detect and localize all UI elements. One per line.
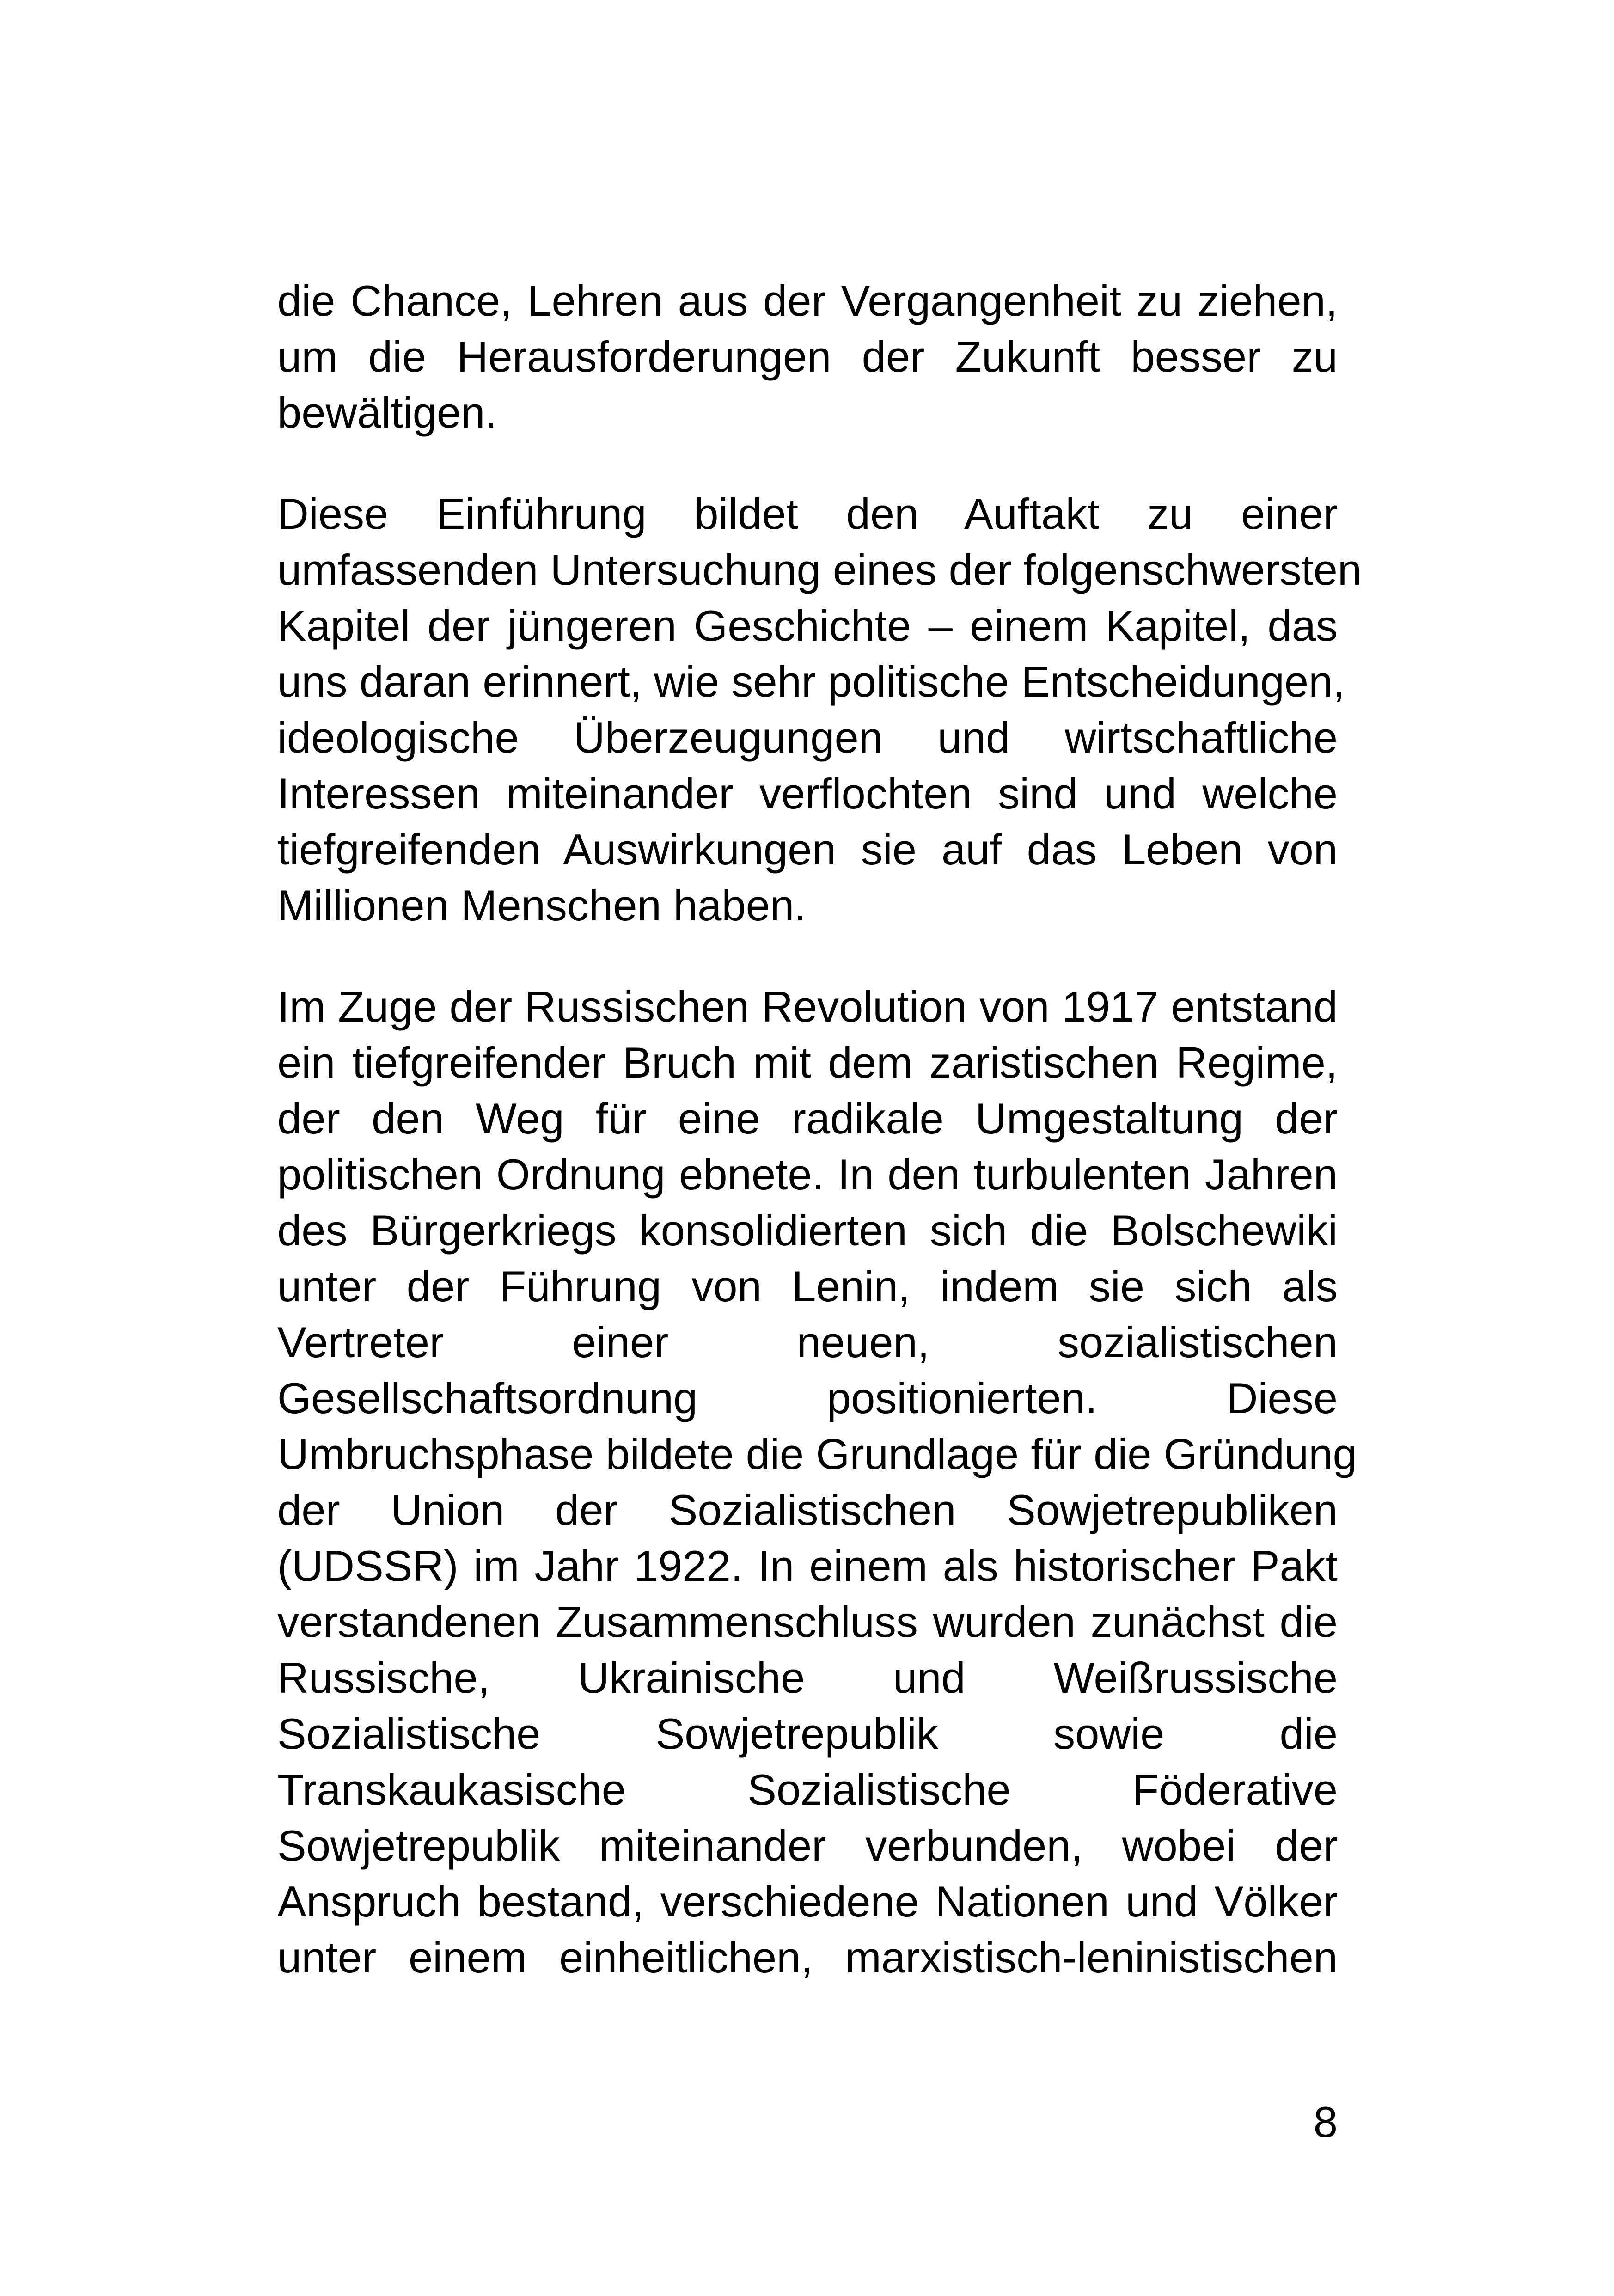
text-line: Im Zuge der Russischen Revolution von 1917 entstand: [277, 982, 1338, 1031]
text-line: Sowjetrepublik miteinander verbunden, wobei der: [277, 1821, 1338, 1870]
text-line: uns daran erinnert, wie sehr politische Entscheidungen,: [277, 657, 1345, 706]
text-line: Millionen Menschen haben.: [277, 881, 807, 930]
text-line: tiefgreifenden Auswirkungen sie auf das Leben von: [277, 825, 1338, 874]
text-line: (UDSSR) im Jahr 1922. In einem als historischer Pakt: [277, 1542, 1338, 1590]
paragraph: [277, 273, 1338, 441]
text-line: Anspruch bestand, verschiedene Nationen und Völker: [277, 1877, 1338, 1926]
text-line: Sozialistische Sowjetrepublik sowie die: [277, 1709, 1338, 1758]
text-line: Gesellschaftsordnung positionierten. Diese: [277, 1374, 1338, 1422]
text-line: Transkaukasische Sozialistische Föderative: [277, 1765, 1338, 1814]
text-line: Kapitel der jüngeren Geschichte – einem Kapitel, das: [277, 601, 1338, 650]
text-line: des Bürgerkriegs konsolidierten sich die Bolschewiki: [277, 1206, 1338, 1255]
text-line: Umbruchsphase bildete die Grundlage für die Gründung: [277, 1430, 1357, 1478]
text-line: ein tiefgreifender Bruch mit dem zaristischen Regime,: [277, 1038, 1338, 1087]
text-line: der den Weg für eine radikale Umgestaltung der: [277, 1094, 1338, 1143]
text-line: um die Herausforderungen der Zukunft besser zu: [277, 332, 1338, 381]
text-line: politischen Ordnung ebnete. In den turbulenten Jahren: [277, 1150, 1338, 1199]
text-line: unter der Führung von Lenin, indem sie sich als: [277, 1262, 1338, 1310]
text-line: Russische, Ukrainische und Weißrussische: [277, 1653, 1338, 1702]
text-line: die Chance, Lehren aus der Vergangenheit zu ziehen,: [277, 276, 1338, 325]
page-number: 8: [1313, 2098, 1338, 2146]
body-text: [277, 273, 1362, 1985]
text-line: verstandenen Zusammenschluss wurden zunächst die: [277, 1598, 1338, 1646]
paragraph: [277, 979, 1357, 1985]
text-line: der Union der Sozialistischen Sowjetrepubliken: [277, 1486, 1338, 1534]
text-line: unter einem einheitlichen, marxistisch-leninistischen: [277, 1933, 1338, 1982]
text-line: Interessen miteinander verflochten sind und welche: [277, 769, 1338, 818]
text-line: Diese Einführung bildet den Auftakt zu einer: [277, 490, 1338, 538]
paragraph: [277, 486, 1362, 933]
text-line: umfassenden Untersuchung eines der folgenschwersten: [277, 545, 1362, 594]
text-line: bewältigen.: [277, 388, 497, 437]
text-line: Vertreter einer neuen, sozialistischen: [277, 1318, 1338, 1366]
text-line: ideologische Überzeugungen und wirtschaftliche: [277, 713, 1338, 762]
